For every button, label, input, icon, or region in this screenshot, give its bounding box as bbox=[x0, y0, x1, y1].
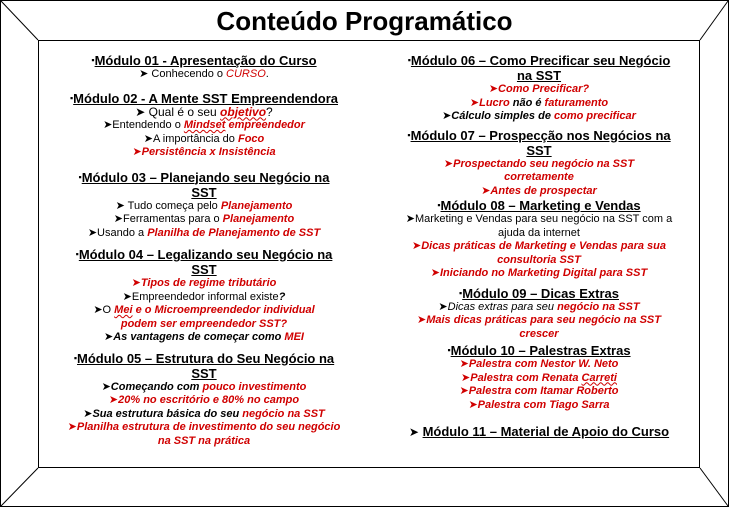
page-title: Conteúdo Programático bbox=[216, 6, 513, 36]
module-08-item: ➤Marketing e Vendas para seu negócio na SST com a ajuda da internet bbox=[405, 213, 673, 239]
module-10-item: ➤Palestra com Itamar Roberto bbox=[459, 385, 619, 397]
right-column bbox=[377, 41, 701, 440]
module-02-item: ➤Persistência x Insistência bbox=[132, 146, 276, 158]
module-03-title: ▪Módulo 03 – Planejando seu Negócio na SST bbox=[78, 169, 330, 200]
content-panel bbox=[38, 40, 700, 468]
module-06-item: ➤Cálculo simples de como precificar bbox=[442, 110, 636, 122]
module-05-title: ▪Módulo 05 – Estrutura do Seu Negócio na SST bbox=[73, 350, 335, 381]
module-02-item: ➤A importância do Foco bbox=[143, 132, 265, 145]
module-09-item: ➤Dicas extras para seu negócio na SST bbox=[438, 300, 640, 313]
module-02-title: ▪Módulo 02 - A Mente SST Empreendendora bbox=[69, 90, 339, 106]
module-10-item: ➤Palestra com Renata Carreti bbox=[461, 371, 617, 384]
module-10-item: ➤Palestra com Tiago Sarra bbox=[468, 398, 610, 411]
module-01-title: ▪Módulo 01 - Apresentação do Curso bbox=[91, 53, 317, 68]
module-04-item: ➤O Mei e o Microempreendedor individual podem ser empreendedor SST? bbox=[93, 304, 315, 330]
module-03-item: ➤Ferramentas para o Planejamento bbox=[113, 213, 295, 225]
module-05-item: ➤Sua estrutura básica do seu negócio na SST bbox=[83, 407, 325, 420]
module-09-item: ➤Mais dicas práticas para seu negócio na SST crescer bbox=[417, 314, 661, 340]
module-02-item: ➤Entendendo o Mindset empreendedor bbox=[103, 119, 305, 131]
module-07-title: ▪Módulo 07 – Prospecção nos Negócios na SST bbox=[407, 127, 671, 158]
module-08-item: ➤Dicas práticas de Marketing e Vendas para sua consultoria SST bbox=[412, 240, 666, 266]
left-column bbox=[41, 41, 367, 448]
module-08-item: ➤Iniciando no Marketing Digital para SST bbox=[430, 267, 648, 279]
module-03-item: ➤Usando a Planilha de Planejamento de SST bbox=[87, 226, 321, 239]
module-08-title: ▪Módulo 08 – Marketing e Vendas bbox=[437, 198, 641, 213]
module-06-item: ➤Como Precificar? bbox=[488, 83, 590, 95]
module-07-item: ➤Prospectando seu negócio na SST corretamente bbox=[443, 157, 635, 183]
module-05-item: ➤Começando com pouco investimento bbox=[101, 380, 307, 393]
module-01-item: ➤ Conhecendo o CURSO. bbox=[139, 68, 269, 80]
module-04-item: ➤As vantagens de começar como MEI bbox=[104, 331, 304, 343]
module-06-item: ➤Lucro não é faturamento bbox=[469, 96, 609, 109]
module-10-title: ▪Módulo 10 – Palestras Extras bbox=[447, 343, 631, 358]
module-05-item: ➤Planilha estrutura de investimento do seu negócio na SST na prática bbox=[67, 421, 341, 447]
module-04-title: ▪Módulo 04 – Legalizando seu Negócio na SST bbox=[75, 247, 333, 277]
module-11-title: ➤ Módulo 11 – Material de Apoio do Curso bbox=[408, 424, 670, 439]
module-02-item: ➤ Qual é o seu objetivo? bbox=[135, 104, 273, 119]
module-06-title: ▪Módulo 06 – Como Precificar seu Negócio na SST bbox=[407, 53, 671, 83]
module-05-item: ➤20% no escritório e 80% no campo bbox=[108, 394, 300, 406]
module-04-item: ➤Empreendedor informal existe? bbox=[122, 290, 286, 303]
module-07-item: ➤Antes de prospectar bbox=[481, 184, 597, 197]
module-03-item: ➤ Tudo começa pelo Planejamento bbox=[115, 199, 293, 212]
module-04-item: ➤Tipos de regime tributário bbox=[131, 277, 277, 289]
module-10-item: ➤Palestra com Nestor W. Neto bbox=[459, 358, 619, 370]
module-09-title: ▪Módulo 09 – Dicas Extras bbox=[459, 285, 619, 301]
